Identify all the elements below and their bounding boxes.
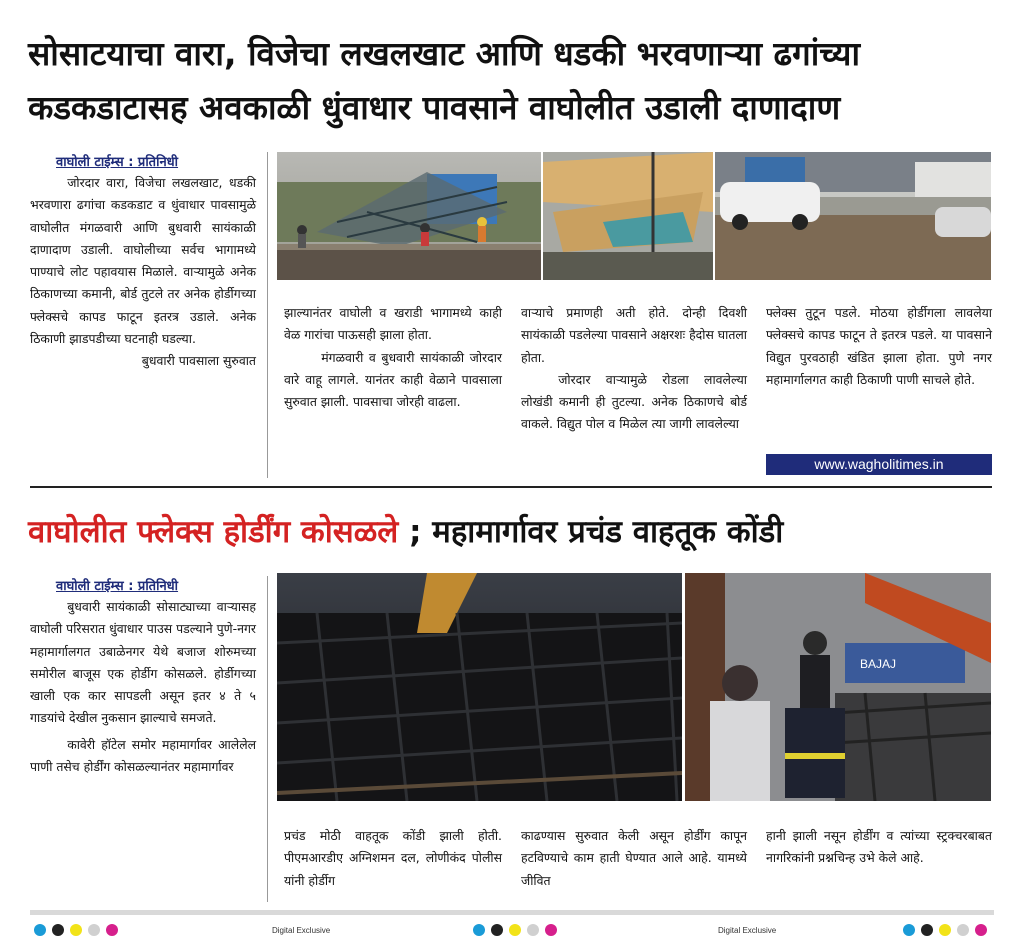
story1-col2-paragraph-1: झाल्यानंतर वाघोली व खराडी भागामध्ये काही वेळ गारांचा पाऊसही झाला होता. <box>284 305 502 343</box>
story2-column-4 <box>766 825 992 870</box>
story2-col4-paragraph-1: हानी झाली नसून होर्डींग व त्यांच्या स्ट्रक्चरबाबत नागरिकांनी प्रश्नचिन्ह उभे केले आहे. <box>766 828 992 866</box>
registration-dot-black <box>491 924 503 936</box>
story2-headline <box>28 508 1008 556</box>
registration-dot-black <box>52 924 64 936</box>
registration-dot-magenta <box>106 924 118 936</box>
story1-col1-paragraph-1: जोरदार वारा, विजेचा लखलखाट, धडकी भरवणारा ढगांचा कडकडाट व धुंवाधार पावसामुळे वाघोलीत मंगळवारी आणि बुधवारी सायंकाळी दाणादाण उडाली. वाघोलीच्या सर्वच भागामध्ये पाण्याचे लोट पहावयास मिळाले. वाऱ्यामुळे अनेक ठिकाणच्या कमानी, बोर्ड तुटले तर अनेक होर्डीगच्या फ्लेक्सचे कापड फाटून इतरत्र उडाले. अनेक ठिकाणी झाडपडीच्या घटनाही घडल्या. <box>30 175 256 347</box>
story1-headline-line2: कडकडाटासह अवकाळी धुंवाधार पावसाने वाघोलीत उडाली दाणादाण <box>28 88 841 127</box>
story2-headline-separator: ; <box>398 514 433 550</box>
story1-col3-paragraph-2: जोरदार वाऱ्यामुळे रोडला लावलेल्या लोखंडी कमानी ही तुटल्या. अनेक ठिकाणचे बोर्ड वाकले. विद्युत पोल व मिळेल त्या जागी लावलेल्या <box>521 371 747 432</box>
story1-column-1 <box>30 172 256 373</box>
story2-column-2 <box>284 825 502 892</box>
story2-col3-paragraph-1: काढण्यास सुरुवात केली असून होर्डींग कापून हटविण्याचे काम हाती घेण्यात आले आहे. यामध्ये जीवित <box>521 828 747 888</box>
story1-headline-line1: सोसाटयाचा वारा, विजेचा लखलखाट आणि धडकी भरवणाऱ्या ढगांच्या <box>28 34 860 73</box>
website-banner: www.wagholitimes.in <box>766 454 992 475</box>
registration-dot-yellow <box>939 924 951 936</box>
registration-dot-cyan <box>903 924 915 936</box>
story1-col4-paragraph-1: फ्लेक्स तुटून पडले. मोठया होर्डीगला लावलेया फ्लेक्सचे कापड फाटून ते इतरत्र पडले. या पावसाने विद्युत पुरवठाही खंडित झाला होता. पुणे नगर महामार्गालगत काही ठिकाणी पाणी साचले होते. <box>766 305 992 387</box>
footer-label-right: Digital Exclusive <box>718 926 777 935</box>
story1-col3-paragraph-1: वाऱ्याचे प्रमाणही अती होते. दोन्ही दिवशी सायंकाळी पडलेल्या पावसाने अक्षरशः हैदोस घातला होता. <box>521 305 747 365</box>
story2-byline: वाघोली टाईम्स : प्रतिनिधी <box>56 579 179 594</box>
story2-photo-collapsed-hoarding <box>277 573 682 801</box>
registration-dot-magenta <box>545 924 557 936</box>
registration-dot-gray <box>88 924 100 936</box>
story1-col2-paragraph-2: मंगळवारी व बुधवारी सायंकाळी जोरदार वारे वाहू लागले. यानंतर काही वेळाने पावसाला सुरुवात झाली. पावसाचा जोरही वाढला. <box>284 349 502 410</box>
story2-col2-paragraph-1: प्रचंड मोठी वाहतूक कोंडी झाली होती. पीएमआरडीए अग्निशमन दल, लोणीकंद पोलीस यांनी होर्डीग <box>284 828 502 888</box>
story1-col1-paragraph-2: बुधवारी पावसाला सुरुवात <box>141 353 256 369</box>
registration-dot-yellow <box>70 924 82 936</box>
story-divider <box>30 486 992 488</box>
story2-col1-paragraph-1: बुधवारी सायंकाळी सोसाट्याच्या वाऱ्यासह वाघोली परिसरात धुंवाधार पाउस पडल्याने पुणे-नगर महामार्गालगत उबाळेनगर येथे बजाज शोरुमच्या समोरील बाजूस एक होर्डीग कोसळले. होर्डीगच्या खाली एक कार सापडली असून इतर ४ ते ५ गाडयांचे देखील नुकसान झाल्याचे समजते. <box>30 599 256 726</box>
story1-photo-torn-canopy <box>543 152 713 280</box>
story1-column-4 <box>766 302 992 391</box>
story2-col1-paragraph-2: कावेरी हॉटेल समोर महामार्गावर आलेलेल पाणी तसेच होर्डींग कोसळल्यानंतर महामार्गावर <box>30 736 256 775</box>
footer-label-left: Digital Exclusive <box>272 926 331 935</box>
story1-photo-fallen-structure <box>277 152 541 280</box>
story1-column-3 <box>521 302 747 436</box>
registration-dot-yellow <box>509 924 521 936</box>
registration-dot-gray <box>957 924 969 936</box>
registration-dot-gray <box>527 924 539 936</box>
story2-column-3 <box>521 825 747 892</box>
registration-dot-cyan <box>34 924 46 936</box>
story1-byline: वाघोली टाईम्स : प्रतिनिधी <box>56 155 179 170</box>
registration-dot-black <box>921 924 933 936</box>
story2-column-1 <box>30 596 256 778</box>
registration-dot-magenta <box>975 924 987 936</box>
bajaj-sign-text: BAJAJ <box>860 657 897 671</box>
story2-headline-black: महामार्गावर प्रचंड वाहतूक कोंडी <box>432 514 784 550</box>
footer-bar <box>30 910 994 915</box>
story1-column-2 <box>284 302 502 413</box>
story1-photo-flooded-road <box>715 152 991 280</box>
story2-headline-red: वाघोलीत फ्लेक्स होर्डींग कोसळले <box>28 514 399 550</box>
column-divider <box>267 152 268 478</box>
registration-dot-cyan <box>473 924 485 936</box>
column-divider <box>267 576 268 902</box>
story2-photo-rescue-crane <box>685 573 991 801</box>
